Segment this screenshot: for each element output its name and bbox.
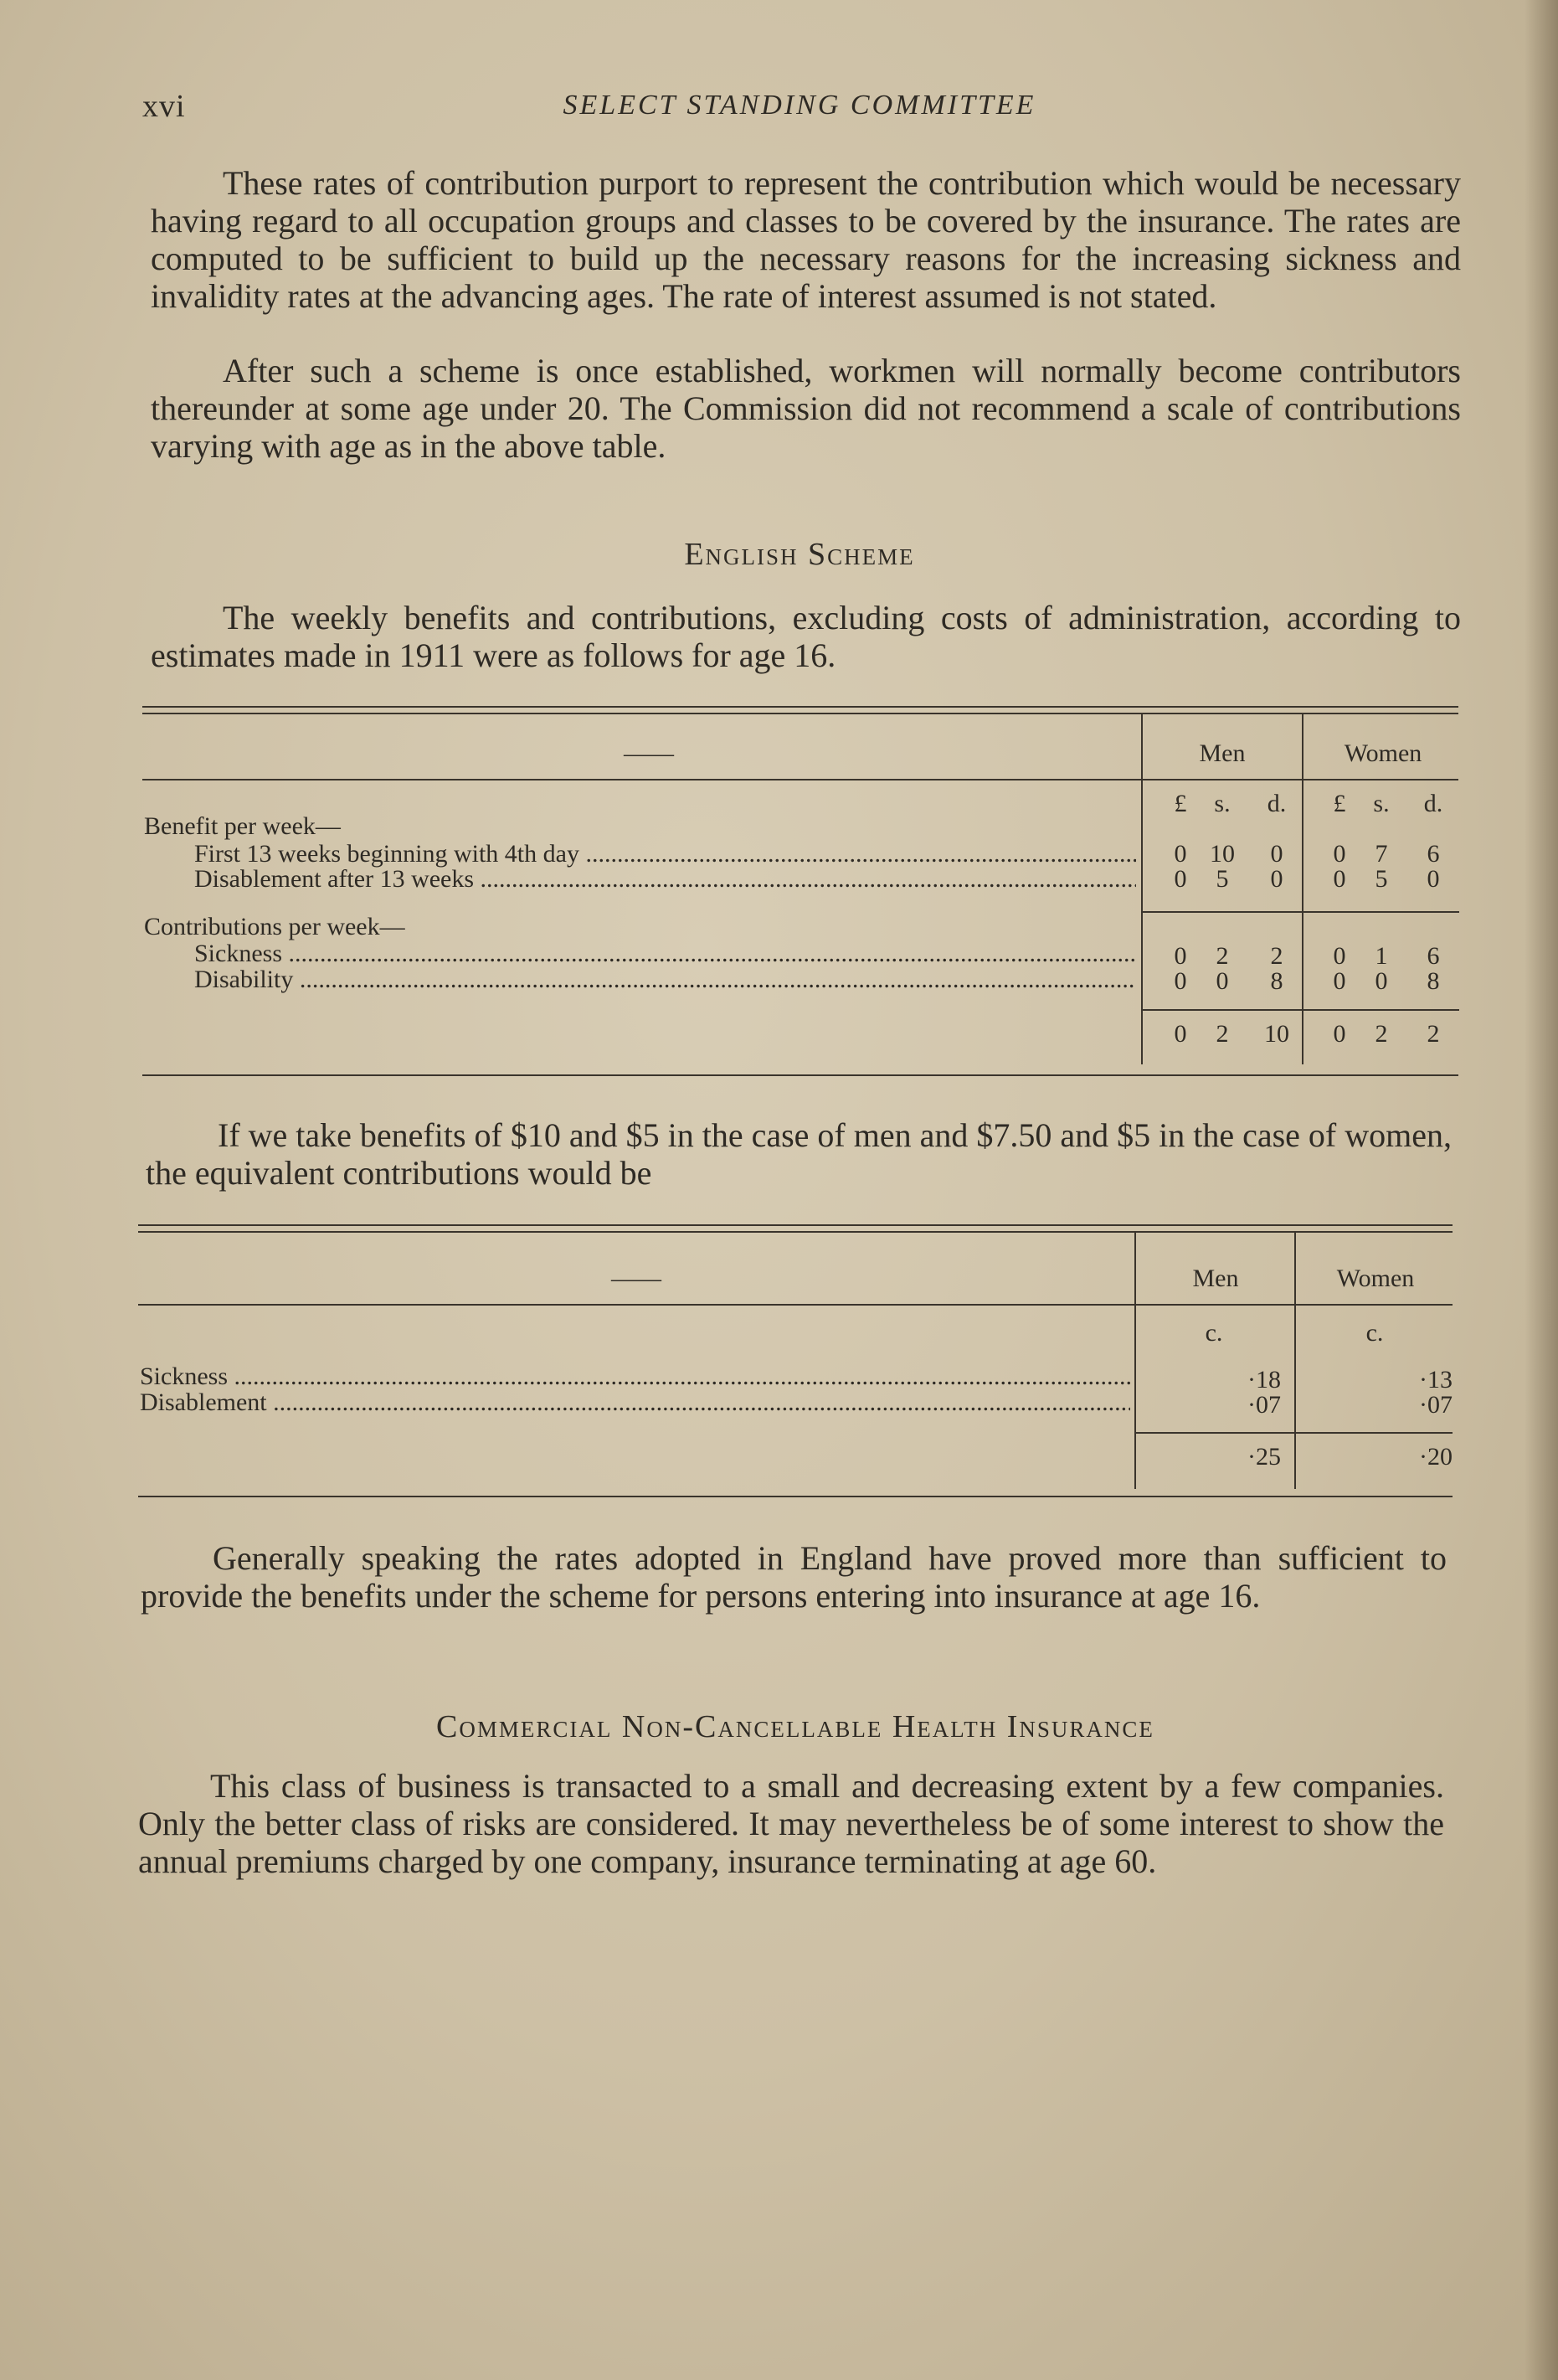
table1-women-unit-d: d.	[1423, 790, 1443, 817]
running-head	[142, 88, 1457, 130]
table1-total-men-s: 2	[1216, 1020, 1229, 1048]
table1-row-3-label: Disability	[194, 966, 294, 993]
table1-row-3-men-s: 0	[1216, 967, 1229, 995]
paragraph-2-text: After such a scheme is once established, workmen will normally become contributors thereunder at some age under 20. The Commission did not recommend a scale of contributions varying with age as in the above table.	[151, 352, 1461, 465]
section-title-commercial: Commercial Non-Cancellable Health Insurance	[436, 1709, 1154, 1744]
table1-row-3-men-l: 0	[1174, 967, 1187, 995]
table1-men-unit-pound: £	[1174, 790, 1187, 817]
table1-row-3-women-l: 0	[1333, 967, 1346, 995]
table1-total-women-s: 2	[1375, 1020, 1388, 1048]
table2-top-rule	[138, 1224, 1453, 1226]
table1-row-label	[194, 840, 1136, 868]
table2-total-rule	[1134, 1432, 1453, 1434]
table2-col-women: Women	[1336, 1265, 1415, 1292]
table1-top-rule-2	[142, 713, 1458, 714]
table1-benefit-header: Benefit per week—	[144, 812, 341, 840]
table2-row-1-label: Disablement	[140, 1388, 267, 1416]
table1-total-women-d: 2	[1427, 1020, 1440, 1048]
table1-women-unit-pound: £	[1333, 790, 1346, 817]
table2-row-0-women: ·13	[1419, 1366, 1453, 1393]
table1-total-men-l: 0	[1174, 1020, 1187, 1048]
table1-row-0-men-d: 0	[1270, 840, 1283, 868]
page-edge-shadow	[1525, 0, 1558, 2380]
table1-row-2-women-l: 0	[1333, 942, 1346, 970]
table2-men-unit: c.	[1205, 1319, 1223, 1347]
paragraph-6-text: This class of business is transacted to a small and decreasing extent by a few companies. Only the better class of risks are considered. It may nevertheless be of some interest to show the annual premiums charged by one company, insurance terminating at age 60.	[138, 1767, 1444, 1880]
table2-row-0-label: Sickness	[140, 1363, 228, 1390]
table1-row-2-men-l: 0	[1174, 942, 1187, 970]
table2-total-men: ·25	[1247, 1443, 1281, 1471]
table1-row-2-women-s: 1	[1375, 942, 1388, 970]
table2-col-men: Men	[1192, 1265, 1239, 1292]
table1-row-1-men-s: 5	[1216, 865, 1229, 893]
table1-header-rule	[142, 779, 1458, 780]
paragraph-5	[141, 1539, 1447, 1615]
table1-row-3-women-d: 8	[1427, 967, 1440, 995]
section-title-english-scheme: English Scheme	[684, 537, 915, 572]
table1-row-2-men-s: 2	[1216, 942, 1229, 970]
table1-row-1-label: Disablement after 13 weeks	[194, 865, 475, 893]
table1-row-0-women-d: 6	[1427, 840, 1440, 868]
table2-header-rule	[138, 1304, 1453, 1306]
table1-col-women: Women	[1344, 739, 1422, 767]
paragraph-6	[138, 1767, 1444, 1880]
table2-row-0-men: ·18	[1247, 1366, 1281, 1393]
table1-row-2-men-d: 2	[1270, 942, 1283, 970]
table1-row-0-women-l: 0	[1333, 840, 1346, 868]
table2-top-rule-2	[138, 1231, 1453, 1233]
table1-row-2-label: Sickness	[194, 940, 282, 967]
table1-men-unit-d: d.	[1267, 790, 1287, 817]
paragraph-3-text: The weekly benefits and contributions, excluding costs of administration, according to estimates made in 1911 were as follows for age 16.	[151, 599, 1461, 674]
table1-stub-header: ——	[624, 739, 674, 767]
table2-total-women: ·20	[1419, 1443, 1453, 1471]
table2-row-1-women: ·07	[1419, 1391, 1453, 1419]
table1-men-unit-s: s.	[1214, 790, 1231, 817]
table1-row-1-men-l: 0	[1174, 865, 1187, 893]
paragraph-1	[151, 164, 1461, 315]
table1-women-unit-s: s.	[1373, 790, 1390, 817]
table1-total-women-l: 0	[1333, 1020, 1346, 1048]
paragraph-3	[151, 599, 1461, 674]
table2-row-1-men: ·07	[1247, 1391, 1281, 1419]
table1-row-label	[194, 966, 1136, 994]
table1-top-rule	[142, 706, 1458, 708]
table1-row-3-men-d: 8	[1270, 967, 1283, 995]
table2-bottom-rule	[138, 1496, 1453, 1497]
table1-total-rule	[1141, 1009, 1459, 1011]
running-head-title: SELECT STANDING COMMITTEE	[563, 90, 1036, 121]
table1-benefit-rule	[1141, 911, 1459, 913]
table1-row-0-men-l: 0	[1174, 840, 1187, 868]
table1-row-3-women-s: 0	[1375, 967, 1388, 995]
table1-row-label	[194, 940, 1136, 968]
table1-row-0-men-s: 10	[1210, 840, 1235, 868]
table1-contrib-header: Contributions per week—	[144, 913, 405, 940]
table1-bottom-rule	[142, 1074, 1458, 1076]
paragraph-1-text: These rates of contribution purport to represent the contribution which would be necessary having regard to all occupation groups and classes to be covered by the insurance. The rates are computed to be sufficient to build up the necessary reasons for the increasing sickness and invalidity rates at the advancing ages. The rate of interest assumed is not stated.	[151, 164, 1461, 315]
table2-women-unit: c.	[1365, 1319, 1384, 1347]
table1-row-2-women-d: 6	[1427, 942, 1440, 970]
table1-row-1-women-l: 0	[1333, 865, 1346, 893]
paragraph-4	[146, 1116, 1452, 1192]
table1-row-1-women-d: 0	[1427, 865, 1440, 893]
paragraph-4-text: If we take benefits of $10 and $5 in the case of men and $7.50 and $5 in the case of women, the equivalent contributions would be	[146, 1116, 1452, 1192]
table1-row-1-women-s: 5	[1375, 865, 1388, 893]
table1-col-men: Men	[1199, 739, 1246, 767]
table1-row-1-men-d: 0	[1270, 865, 1283, 893]
paragraph-2	[151, 352, 1461, 465]
paragraph-5-text: Generally speaking the rates adopted in England have proved more than sufficient to provide the benefits under the scheme for persons entering into insurance at age 16.	[141, 1539, 1447, 1615]
page-number: xvi	[142, 89, 186, 124]
table2-stub-header: ——	[611, 1265, 661, 1292]
table2-row-label	[140, 1363, 1130, 1391]
table2-row-label	[140, 1388, 1130, 1417]
table1-row-0-label: First 13 weeks beginning with 4th day	[194, 840, 579, 868]
table1-row-0-women-s: 7	[1375, 840, 1388, 868]
table1-row-label	[194, 865, 1136, 894]
table1-total-men-d: 10	[1264, 1020, 1289, 1048]
